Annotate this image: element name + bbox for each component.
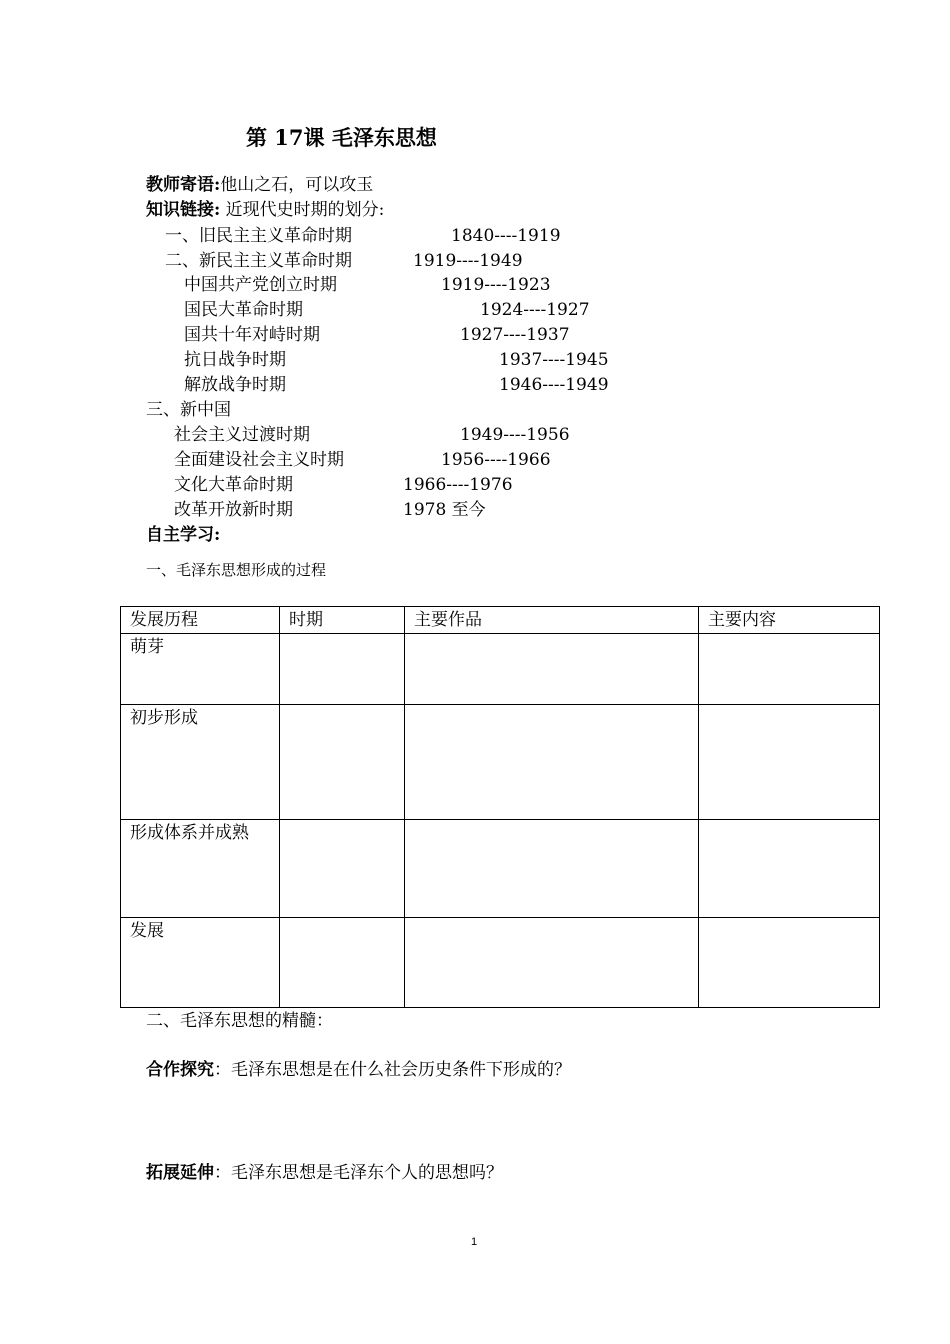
table-header-cell: 时期 (280, 607, 405, 634)
knowledge-link-label: 知识链接: (146, 200, 221, 220)
period-years: 1946----1949 (499, 375, 609, 395)
teacher-message-text: 他山之石，可以攻玉 (220, 175, 374, 195)
period-years: 1924----1927 (480, 300, 590, 320)
table-row (121, 634, 880, 705)
extension-label: 拓展延伸 (146, 1163, 214, 1183)
period-name: 全面建设社会主义时期 (174, 450, 344, 470)
table-header-cell: 发展历程 (121, 607, 280, 634)
table-cell: 萌芽 (121, 634, 280, 705)
lesson-title: 第 17课 毛泽东思想 (246, 125, 437, 150)
period-years: 1949----1956 (460, 425, 570, 445)
extension-question (146, 1165, 503, 1182)
period-years: 1966----1976 (403, 475, 513, 495)
period-years: 1956----1966 (441, 450, 551, 470)
table-cell: 初步形成 (121, 705, 280, 820)
knowledge-link (146, 202, 384, 219)
period-name: 社会主义过渡时期 (174, 425, 310, 445)
period-name: 中国共产党创立时期 (184, 275, 337, 295)
period-years: 1840----1919 (451, 226, 561, 246)
table-row (121, 918, 880, 1008)
table-cell: 形成体系并成熟 (121, 820, 280, 918)
table-cell (280, 820, 405, 918)
period-name: 国民大革命时期 (184, 300, 303, 320)
table-cell (280, 705, 405, 820)
self-study-label: 自主学习: (146, 525, 221, 545)
self-study-item-2: 二、毛泽东思想的精髓： (146, 1011, 333, 1031)
period-years: 1927----1937 (460, 325, 570, 345)
page-number: 1 (471, 1236, 478, 1248)
period-name: 文化大革命时期 (174, 475, 293, 495)
teacher-message-label: 教师寄语: (146, 175, 221, 195)
period-name: 三、新中国 (146, 400, 231, 420)
period-years: 1978 至今 (403, 500, 486, 520)
table-cell (699, 820, 880, 918)
table-cell (405, 705, 699, 820)
knowledge-link-text: 近现代史时期的划分: (220, 200, 385, 220)
period-years: 1919----1949 (413, 251, 523, 271)
period-name: 解放战争时期 (184, 375, 286, 395)
table-row (121, 705, 880, 820)
table-cell (699, 634, 880, 705)
table-header-cell: 主要作品 (405, 607, 699, 634)
extension-text: ：毛泽东思想是毛泽东个人的思想吗？ (214, 1163, 503, 1183)
self-study-item-1: 一、毛泽东思想形成的过程 (146, 561, 327, 579)
table-cell (405, 820, 699, 918)
cooperation-text: ：毛泽东思想是在什么社会历史条件下形成的？ (214, 1060, 571, 1080)
table-row (121, 820, 880, 918)
period-name: 抗日战争时期 (184, 350, 286, 370)
table-cell (405, 918, 699, 1008)
table-header-cell: 主要内容 (699, 607, 880, 634)
table-header-row (121, 607, 880, 634)
period-years: 1919----1923 (441, 275, 551, 295)
cooperation-label: 合作探究 (146, 1060, 214, 1080)
table-cell (405, 634, 699, 705)
period-name: 改革开放新时期 (174, 500, 293, 520)
period-name: 国共十年对峙时期 (184, 325, 320, 345)
table-cell: 发展 (121, 918, 280, 1008)
table-cell (280, 634, 405, 705)
period-name: 二、新民主主义革命时期 (165, 251, 352, 271)
period-years: 1937----1945 (499, 350, 609, 370)
period-name: 一、旧民主主义革命时期 (165, 226, 352, 246)
table-cell (699, 918, 880, 1008)
cooperation-question (146, 1062, 571, 1079)
teacher-message (146, 177, 373, 194)
table-cell (699, 705, 880, 820)
table-cell (280, 918, 405, 1008)
development-table (120, 606, 880, 1008)
